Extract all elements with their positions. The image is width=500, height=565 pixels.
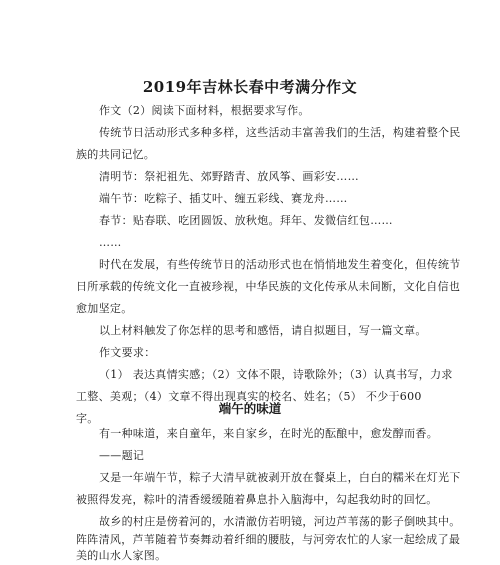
- requirements-line-1: （1） 表达真情实感；（2）文体不限，诗歌除外；（3）认真书写，力求: [99, 368, 453, 381]
- essay-paragraph-2-line-2: 阵阵清风，芦苇随着节奏舞动着纤细的腰肢，与河旁农忙的人家一起绘成了最: [76, 533, 461, 546]
- prompt-paragraph-2-line-1: 时代在发展，有些传统节日的活动形式也在悄悄地发生着变化，但传统节: [99, 258, 461, 271]
- festival-ellipsis: ……: [99, 236, 122, 249]
- essay-paragraph-1-line-1: 又是一年端午节，粽子大清早就被剥开放在餐桌上，白白的糯米在灯光下: [99, 471, 461, 484]
- requirements-line-2: 工整、美观；（4）文章不得出现真实的校名、姓名；（5） 不少于600: [76, 390, 422, 403]
- festival-duanwu: 端午节：吃粽子、插艾叶、缠五彩线、赛龙舟……: [99, 192, 348, 205]
- essay-paragraph-2-line-3: 美的山水人家图。: [76, 549, 167, 562]
- essay-title: 端午的味道: [218, 401, 282, 416]
- prompt-paragraph-2-line-3: 愈加坚定。: [76, 302, 133, 315]
- requirements-line-3: 字。: [76, 412, 99, 425]
- festival-chunjie: 春节：贴春联、吃团圆饭、放秋炮。拜年、发微信红包……: [99, 214, 393, 227]
- prompt-paragraph-1-line-2: 族的共同记忆。: [76, 148, 156, 161]
- document-title: 2019年吉林长春中考满分作文: [142, 78, 358, 96]
- essay-epigraph-source: ——题记: [99, 449, 145, 462]
- festival-qingming: 清明节：祭祀祖先、郊野踏青、放风筝、画彩安……: [99, 170, 359, 183]
- prompt-paragraph-2-line-2: 日所承载的传统文化一直被珍视，中华民族的文化传承从未间断，文化自信也: [76, 280, 461, 293]
- essay-epigraph: 有一种味道，来自童年，来自家乡，在时光的酝酿中，愈发醇而香。: [99, 427, 438, 440]
- prompt-intro: 作文（2）阅读下面材料，根据要求写作。: [99, 104, 310, 117]
- essay-paragraph-1-line-2: 被照得发亮，粽叶的清香缓缓随着鼻息扑入脑海中，勾起我幼时的回忆。: [76, 493, 438, 506]
- prompt-paragraph-1-line-1: 传统节日活动形式多种多样，这些活动丰富善我们的生活，构建着整个民: [99, 126, 461, 139]
- requirements-label: 作文要求：: [99, 346, 156, 359]
- prompt-paragraph-3: 以上材料触发了你怎样的思考和感悟，请自拟题目，写一篇文章。: [99, 324, 427, 337]
- essay-paragraph-2-line-1: 故乡的村庄是傍着河的，水清澈仿若明镜，河边芦苇荡的影子倒映其中。: [99, 515, 461, 528]
